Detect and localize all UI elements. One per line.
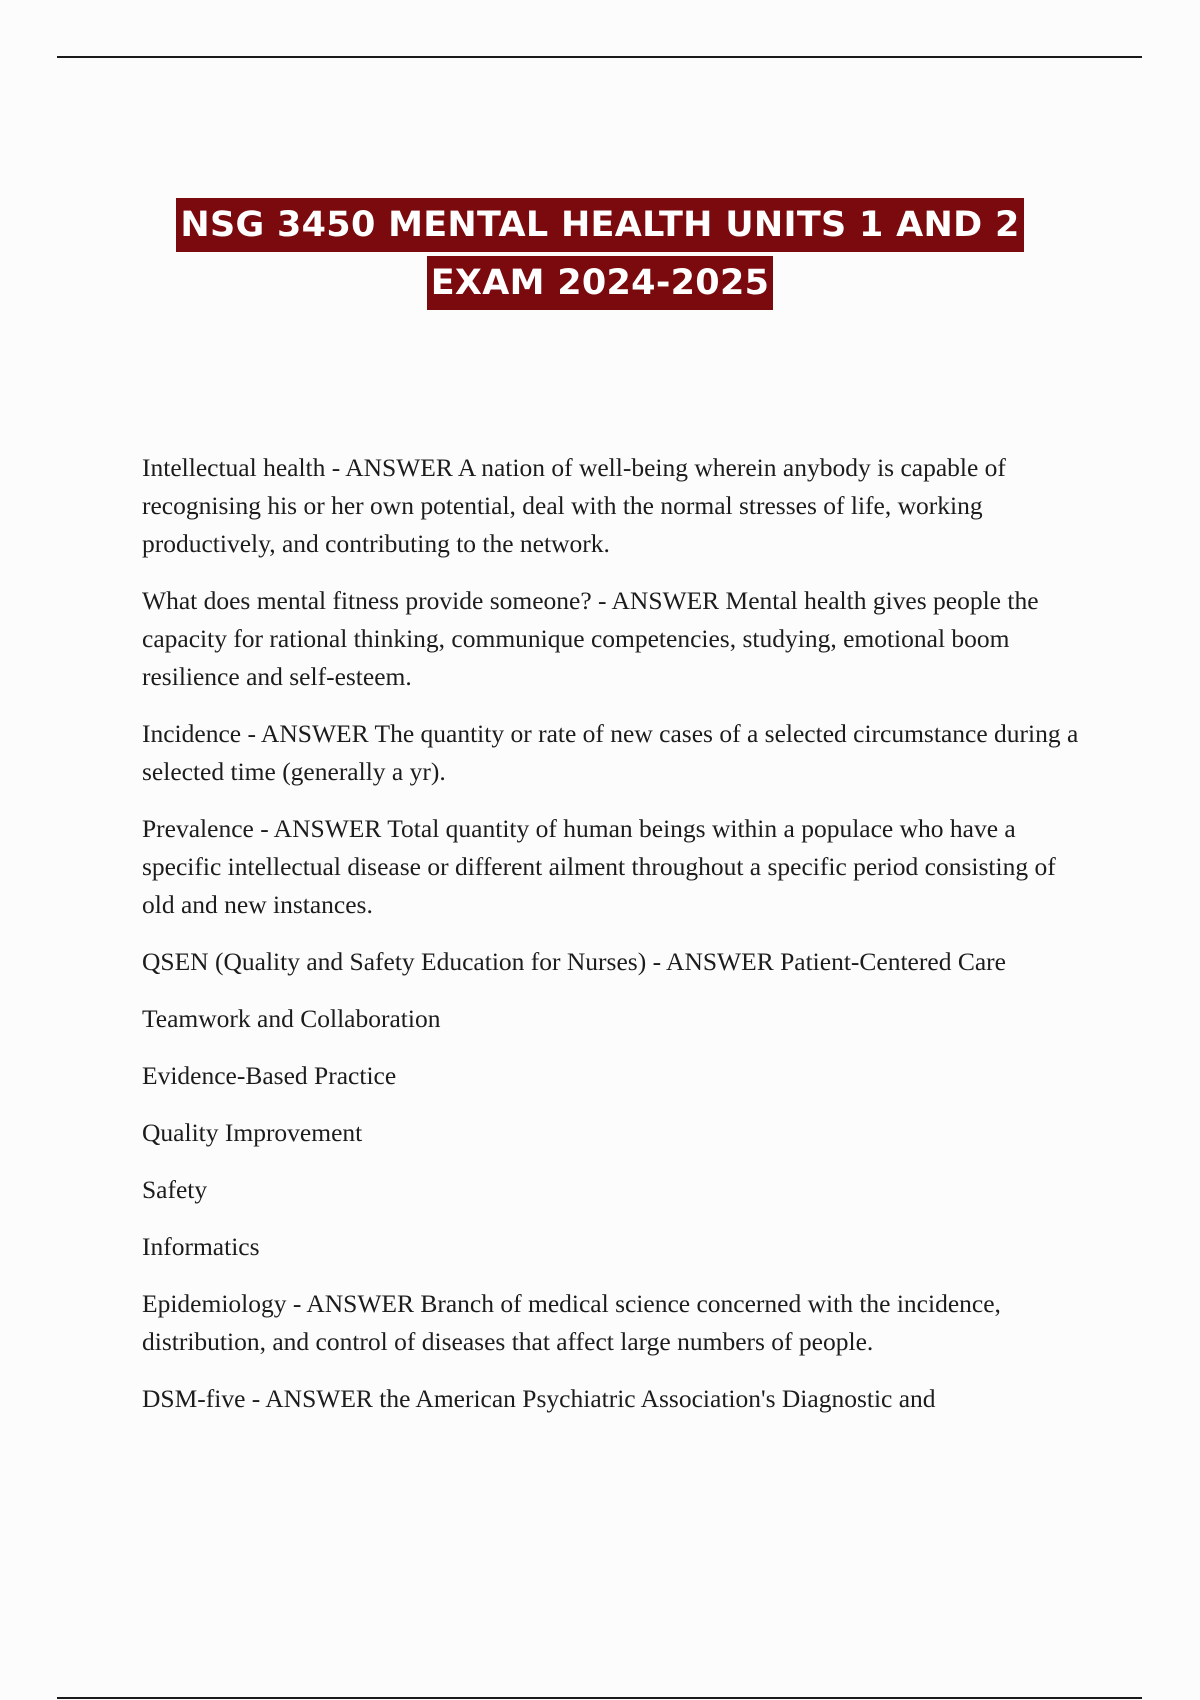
paragraph-epidemiology: Epidemiology - ANSWER Branch of medical science concerned with the incidence, distribution, and control of diseases that affect large numbers of people. <box>142 1289 1001 1356</box>
bottom-rule <box>57 1697 1142 1699</box>
document-body <box>142 449 1092 1437</box>
paragraph-teamwork: Teamwork and Collaboration <box>142 1004 441 1033</box>
document-title <box>0 198 1200 314</box>
paragraph-mental-fitness: What does mental fitness provide someone? - ANSWER Mental health gives people the capacity for rational thinking, communique competencies, studying, emotional boom resilience and self-esteem. <box>142 586 1039 691</box>
paragraph-intellectual-health: Intellectual health - ANSWER A nation of well-being wherein anybody is capable of recognising his or her own potential, deal with the normal stresses of life, working productively, and contributing to the network. <box>142 453 1006 558</box>
paragraph-informatics: Informatics <box>142 1232 260 1261</box>
paragraph-safety: Safety <box>142 1175 208 1204</box>
paragraph-evidence-based: Evidence-Based Practice <box>142 1061 397 1090</box>
paragraph-qsen: QSEN (Quality and Safety Education for Nurses) - ANSWER Patient-Centered Care <box>142 947 1006 976</box>
paragraph-prevalence: Prevalence - ANSWER Total quantity of human beings within a populace who have a specific intellectual disease or different ailment throughout a specific period consisting of old and new instances. <box>142 814 1056 919</box>
paragraph-incidence: Incidence - ANSWER The quantity or rate of new cases of a selected circumstance during a selected time (generally a yr). <box>142 719 1079 786</box>
paragraph-quality-improvement: Quality Improvement <box>142 1118 363 1147</box>
title-line-2: EXAM 2024-2025 <box>427 256 774 310</box>
title-line-1: NSG 3450 MENTAL HEALTH UNITS 1 AND 2 <box>176 198 1023 252</box>
paragraph-dsm-five: DSM-five - ANSWER the American Psychiatric Association's Diagnostic and <box>142 1384 936 1413</box>
top-rule <box>57 56 1142 58</box>
